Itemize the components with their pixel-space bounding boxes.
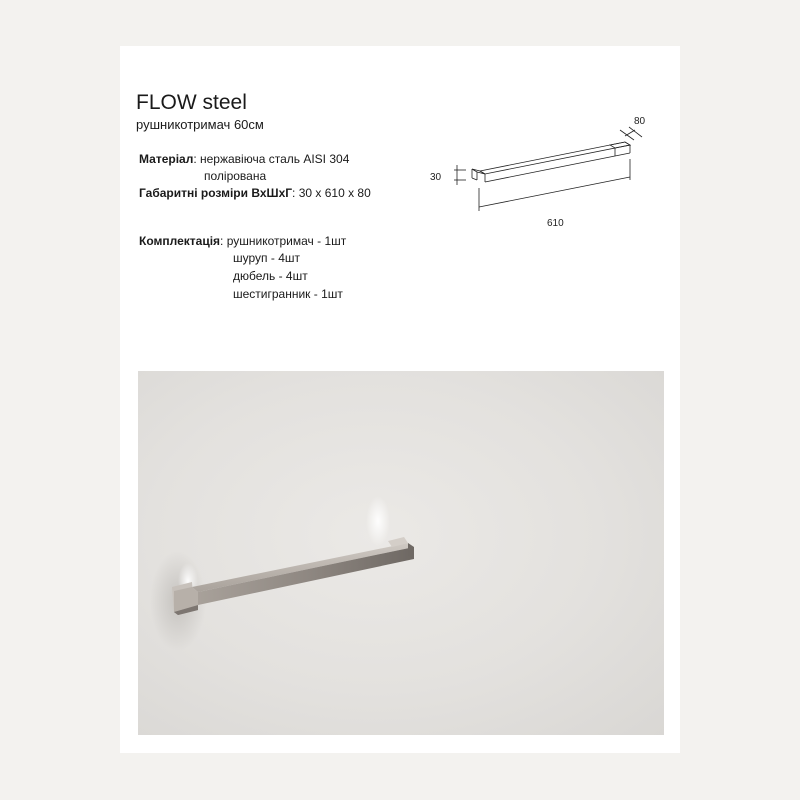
width-label: 610 <box>547 218 564 229</box>
width-dim-line <box>479 177 630 207</box>
wall-highlight <box>366 496 390 546</box>
kit-item: шуруп - 4шт <box>233 251 300 265</box>
dimensions-label: Габаритні розміри ВхШхГ <box>139 186 293 200</box>
kit-item: шестигранник - 1шт <box>233 287 343 301</box>
height-label: 30 <box>430 172 442 183</box>
bar-front-photo <box>198 547 414 605</box>
material-value: : нержавіюча сталь AISI 304 <box>193 152 350 166</box>
dimension-drawing <box>420 116 650 236</box>
dimensions-row <box>139 185 371 202</box>
product-sheet <box>120 46 680 753</box>
right-mount <box>610 142 630 148</box>
material-value-line2: полірована <box>204 169 267 183</box>
material-label: Матеріал <box>139 152 194 166</box>
bar-edge <box>485 153 630 182</box>
left-mount <box>472 169 485 174</box>
left-mount-edge <box>472 178 477 180</box>
product-title: FLOW steel <box>136 91 247 114</box>
bar-top-photo <box>192 543 414 592</box>
kit-label: Комплектація <box>139 234 221 248</box>
dimensions-value: : 30 х 610 х 80 <box>292 186 371 200</box>
bar-outline <box>480 142 630 174</box>
kit-item: дюбель - 4шт <box>233 269 308 283</box>
kit-item: : рушникотримач - 1шт <box>220 234 347 248</box>
towel-bar-illustration <box>138 371 664 735</box>
depth-label: 80 <box>634 116 646 127</box>
material-row <box>139 151 349 168</box>
kit-row <box>139 233 346 250</box>
depth-dim-line <box>625 130 635 136</box>
product-subtitle: рушникотримач 60см <box>136 117 264 132</box>
product-photo <box>138 371 664 735</box>
